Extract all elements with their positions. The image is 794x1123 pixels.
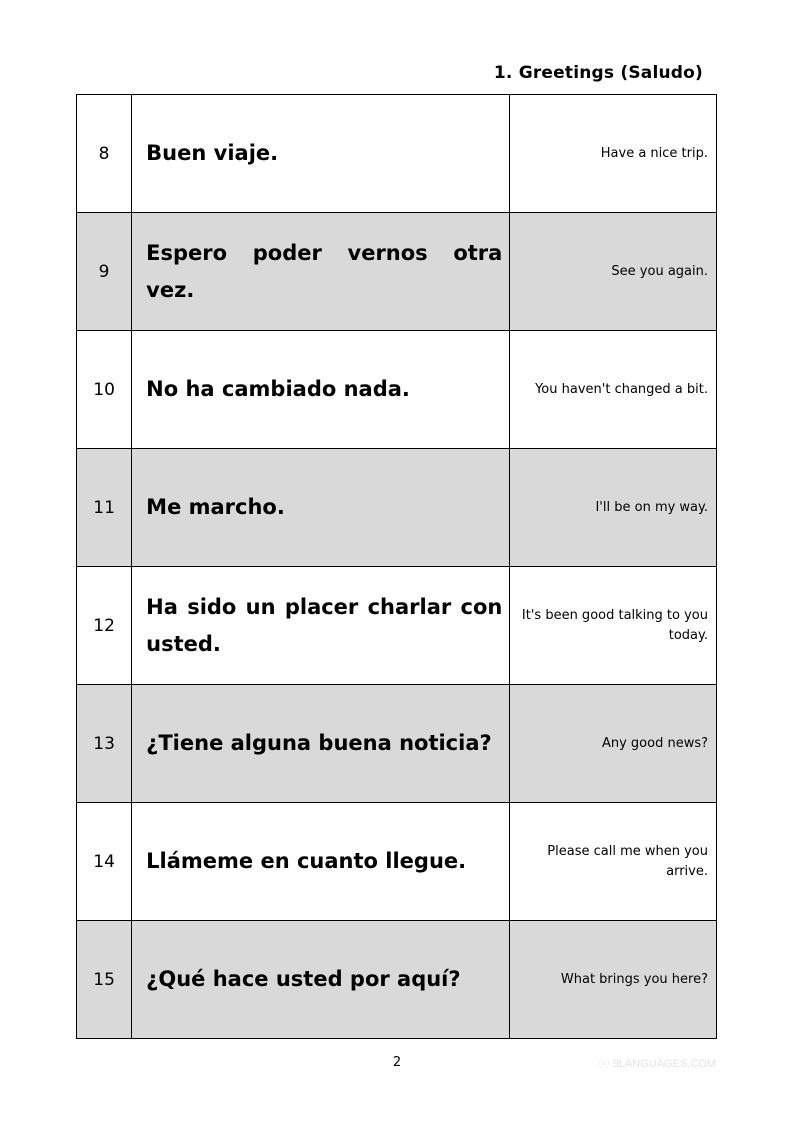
spanish-phrase: ¿Qué hace usted por aquí? <box>132 921 510 1039</box>
spanish-phrase: Buen viaje. <box>132 95 510 213</box>
table-row <box>77 567 717 685</box>
table-row <box>77 449 717 567</box>
row-number: 8 <box>77 95 132 213</box>
english-translation: What brings you here? <box>510 921 717 1039</box>
table-row <box>77 331 717 449</box>
table-row <box>77 803 717 921</box>
spanish-phrase: No ha cambiado nada. <box>132 331 510 449</box>
watermark: ⓒ 9LANGUAGES.COM <box>598 1058 716 1070</box>
row-number: 9 <box>77 213 132 331</box>
row-number: 14 <box>77 803 132 921</box>
english-translation: You haven't changed a bit. <box>510 331 717 449</box>
row-number: 10 <box>77 331 132 449</box>
row-number: 13 <box>77 685 132 803</box>
english-translation: It's been good talking to you today. <box>510 567 717 685</box>
english-translation: See you again. <box>510 213 717 331</box>
english-translation: Please call me when you arrive. <box>510 803 717 921</box>
spanish-phrase: Ha sido un placer charlar con usted. <box>132 567 510 685</box>
spanish-phrase: Me marcho. <box>132 449 510 567</box>
table-row <box>77 95 717 213</box>
english-translation: Have a nice trip. <box>510 95 717 213</box>
phrase-table <box>76 94 717 1039</box>
row-number: 12 <box>77 567 132 685</box>
section-title: 1. Greetings (Saludo) <box>493 63 703 83</box>
row-number: 11 <box>77 449 132 567</box>
english-translation: Any good news? <box>510 685 717 803</box>
table-row <box>77 921 717 1039</box>
spanish-phrase: ¿Tiene alguna buena noticia? <box>132 685 510 803</box>
row-number: 15 <box>77 921 132 1039</box>
spanish-phrase: Llámeme en cuanto llegue. <box>132 803 510 921</box>
english-translation: I'll be on my way. <box>510 449 717 567</box>
page-number: 2 <box>392 1055 402 1070</box>
table-row <box>77 685 717 803</box>
table-row <box>77 213 717 331</box>
spanish-phrase: Espero poder vernos otra vez. <box>132 213 510 331</box>
